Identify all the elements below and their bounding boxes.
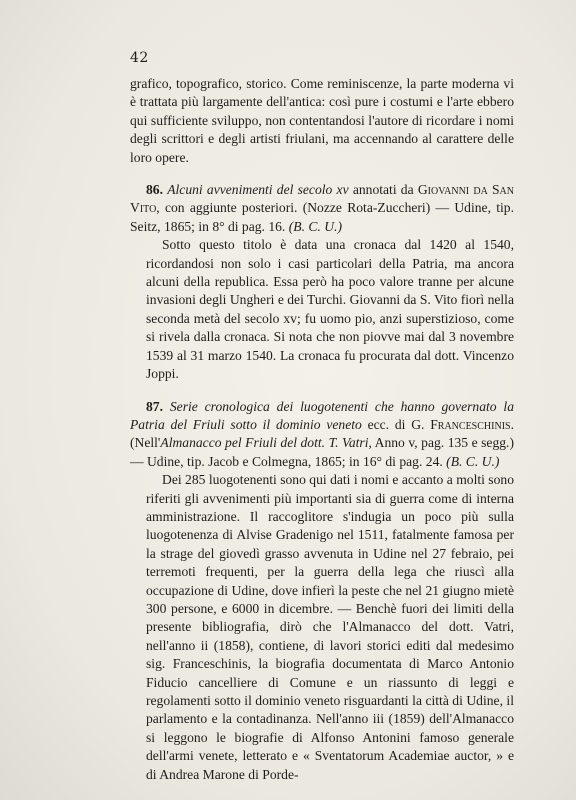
entry-details-pre: . (Nell' xyxy=(130,416,514,451)
entry-connector: ecc. di xyxy=(361,416,412,432)
page-number: 42 xyxy=(130,50,149,66)
entry-author: G. Franceschinis xyxy=(411,416,511,432)
entry-author: Giovanni da San Vito xyxy=(130,182,514,216)
entry-publication: Almanacco pel Friuli del dott. T. Vatri xyxy=(160,435,369,451)
entry-title: Alcuni avvenimenti del secolo xv xyxy=(167,182,349,198)
entry-body: Dei 285 luogotenenti sono qui dati i nomi e accanto a molti sono riferiti gli avvenimenti più importanti sia di guerra come di interna amministrazione. Il raccoglitore s'indugia un poco più sulla luogotenenza di Alvise Gradenigo nel 1511, fatalmente famosa per la strage del giovedì grasso avvenuta in Udine nel 27 febraio, pei terremoti frequenti, per la guerra della lega che riuscì alla occupazione di Udine, dove infierì la peste che nel 21 giugno mietè 300 persone, e 6000 in dicembre. — Benchè fuori dei limiti della presente bibliografia, dirò che l'Almanacco del dott. Vatri, nell'anno ii (1858), contiene, di lavori storici editi dal medesimo sig. Franceschinis, la biografia documentata di Marco Antonio Fiducio cancelliere di Comune e un riassunto di leggi e regolamenti sotto il dominio veneto risguardanti la città di Udine, il parlamento e la contadinanza. Nell'anno iii (1859) dell'Almanacco si leggono le biografie di Alfonso Antonini famoso generale dell'armi venete, letterato e « Sventatorum Academiae auctor, » e di Andrea Marone di Porde- xyxy=(146,472,514,782)
entry-source: (B. C. U.) xyxy=(288,218,342,234)
entry-heading xyxy=(130,398,514,472)
entry-source: (B. C. U.) xyxy=(446,453,500,469)
bibliography-entry-87 xyxy=(130,398,514,785)
bibliography-entry-86 xyxy=(130,181,514,383)
entry-connector: annotati da xyxy=(348,182,418,198)
entry-body: Sotto questo titolo è data una cronaca dal 1420 al 1540, ricordandosi non solo i casi particolari della Patria, ma ancora alcuni della republica. Essa però ha poco valore tranne per alcune invasioni degli Ungheri e dei Turchi. Giovanni da S. Vito fiorì nella seconda metà del secolo xv; fu uomo pio, anzi superstizioso, come si rivela dalla cronaca. Si nota che non piovve mai dal 3 novembre 1539 al 31 marzo 1540. La cronaca fu procurata dal dott. Vincenzo Joppi. xyxy=(146,237,514,382)
entry-title: Serie cronologica dei luogotenenti che hanno governato la Patria del Friuli sotto il dominio veneto xyxy=(130,398,515,432)
page-text xyxy=(130,75,514,784)
intro-paragraph: grafico, topografico, storico. Come reminiscenze, la parte moderna vi è trattata più largamente dell'antica: così pure i costumi e l'arte ebbero qui sufficiente sviluppo, non contentandosi l'autore di ricordare i nomi degli scrittori e degli artisti friulani, ma accennando al carattere delle loro opere. xyxy=(130,76,514,165)
entry-number: 86. xyxy=(146,182,163,198)
entry-details: , Anno v, pag. 135 e segg.) — Udine, tip. Jacob e Colmegna, 1865; in 16° di pag. 24. xyxy=(130,435,514,469)
entry-number: 87. xyxy=(146,398,163,414)
entry-details: , con aggiunte posteriori. (Nozze Rota-Zuccheri) — Udine, tip. Seitz, 1865; in 8° di pag. 16. xyxy=(130,200,514,234)
entry-heading xyxy=(130,181,514,236)
